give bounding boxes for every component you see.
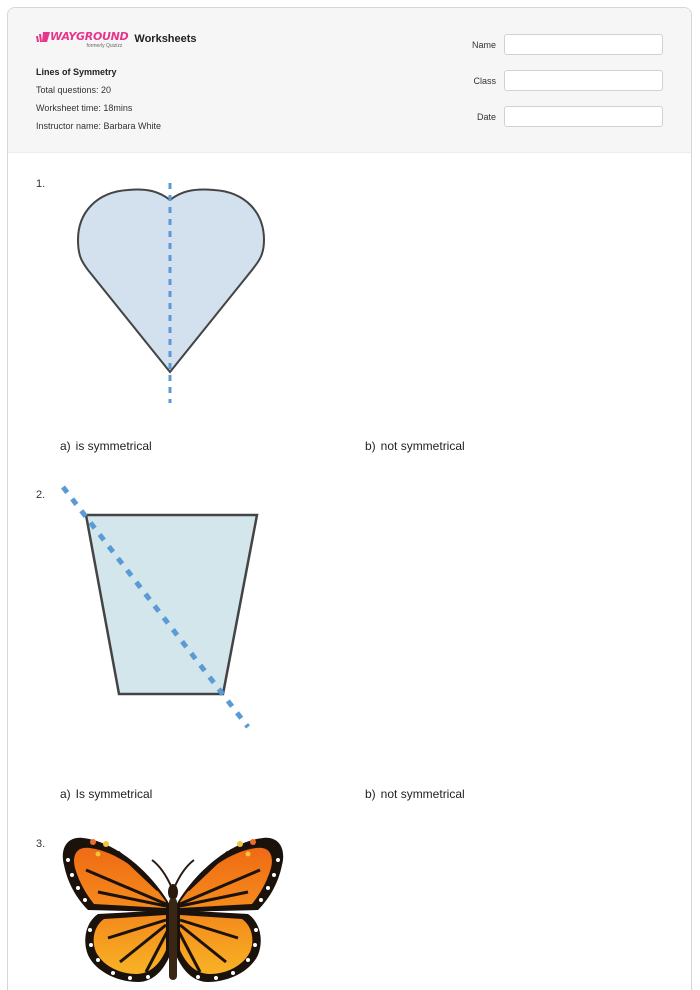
worksheet-header	[8, 8, 691, 153]
class-field-row	[472, 70, 663, 91]
class-input[interactable]	[504, 70, 663, 91]
worksheet-page	[7, 7, 692, 990]
option-letter: a)	[60, 787, 71, 801]
option-text: not symmetrical	[380, 787, 465, 801]
class-label: Class	[473, 75, 496, 86]
student-fields	[472, 34, 663, 142]
question-number: 3.	[36, 838, 46, 850]
date-field-row	[472, 106, 663, 127]
instructor-name: Instructor name: Barbara White	[36, 121, 162, 131]
wayground-logo	[36, 30, 128, 49]
option-text: not symmetrical	[380, 439, 465, 453]
option-a[interactable]	[60, 787, 152, 801]
option-letter: b)	[365, 787, 376, 801]
worksheet-meta	[36, 67, 161, 139]
option-text: is symmetrical	[75, 439, 152, 453]
option-b[interactable]	[365, 787, 465, 801]
butterfly-figure	[58, 830, 288, 990]
worksheet-time: Worksheet time: 18mins	[36, 103, 133, 113]
name-input[interactable]	[504, 34, 663, 55]
option-b[interactable]	[365, 439, 465, 453]
question-number: 1.	[36, 178, 46, 190]
date-input[interactable]	[504, 106, 663, 127]
total-questions: Total questions: 20	[36, 85, 112, 95]
option-letter: a)	[60, 439, 71, 453]
brand	[36, 30, 197, 49]
logo-wordmark: WAYGROUND	[50, 30, 129, 43]
option-a[interactable]	[60, 439, 152, 453]
logo-mark-icon	[36, 32, 50, 42]
question-number: 2.	[36, 489, 46, 501]
option-letter: b)	[365, 439, 376, 453]
date-label: Date	[476, 111, 496, 122]
logo-subtitle: formerly Quizizz	[86, 43, 123, 49]
option-text: Is symmetrical	[75, 787, 153, 801]
worksheet-title: Lines of Symmetry	[36, 67, 117, 77]
name-label: Name	[471, 39, 496, 50]
name-field-row	[472, 34, 663, 55]
product-name: Worksheets	[134, 33, 197, 45]
trapezoid-figure	[53, 482, 263, 732]
heart-figure	[68, 178, 273, 408]
